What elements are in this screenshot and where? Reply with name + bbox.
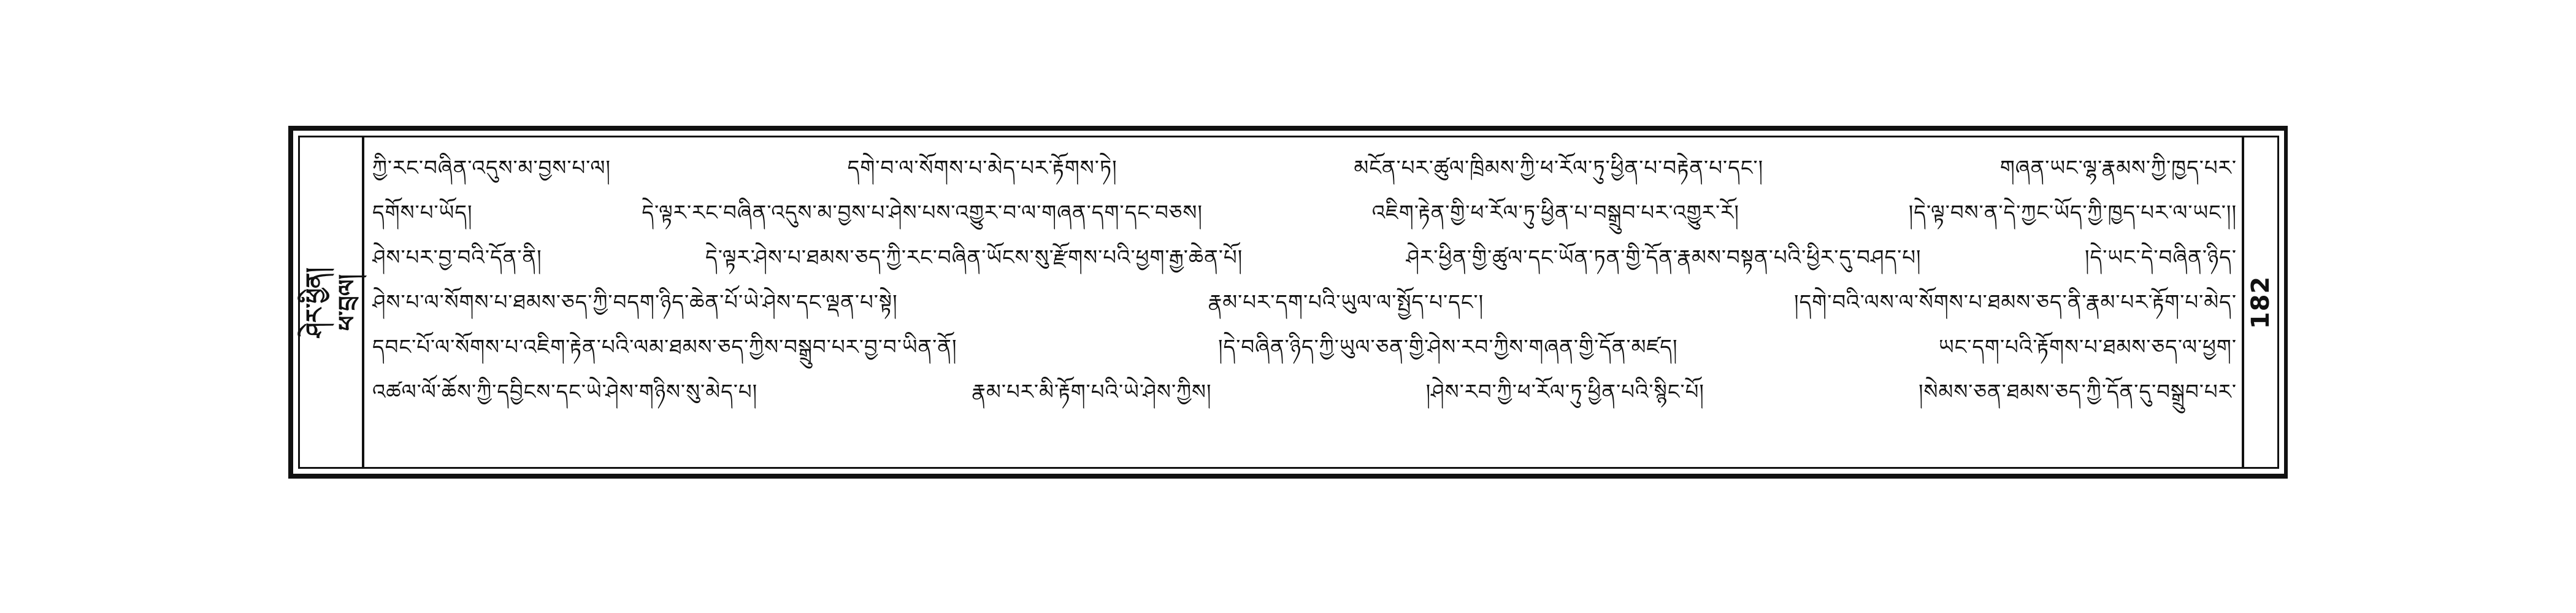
text-line: ཤེས་པར་བྱ་བའི་དོན་ནི། དེ་ལྟར་ཤེས་པ་ཐམས་ཅད་ཀྱི་རང་བཞིན་ཡོངས་སུ་རྫོགས་པའི་ཕྱག་རྒྱ་ཆེན་པོ། ཤེར་ཕྱིན་གྱི་ཚུལ་དང་ཡོན་ཏན་གྱི་དོན་རྣམས་བསྟན་པའི་ཕྱིར་དུ་བཤད་པ། །དེ་ཡང་དེ་བཞིན་ཉིད་ [372, 245, 2237, 270]
text-body [372, 146, 2237, 461]
text-line: འཚལ་ལོ་ཆོས་ཀྱི་དབྱིངས་དང་ཡེ་ཤེས་གཉིས་སུ་མེད་པ། རྣམ་པར་མི་རྟོག་པའི་ཡེ་ཤེས་ཀྱིས། །ཤེས་རབ་ཀྱི་ཕ་རོལ་ཏུ་ཕྱིན་པའི་སྙིང་པོ། །སེམས་ཅན་ཐམས་ཅད་ཀྱི་དོན་དུ་བསྒྲུབ་པར་ [372, 380, 2237, 404]
right-margin-panel [2242, 137, 2277, 467]
text-line: དབང་པོ་ལ་སོགས་པ་འཇིག་རྟེན་པའི་ལམ་ཐམས་ཅད་ཀྱིས་བསྒྲུབ་པར་བྱ་བ་ཡིན་ནོ། །དེ་བཞིན་ཉིད་ཀྱི་ཡུལ་ཅན་གྱི་ཤེས་རབ་ཀྱིས་གཞན་གྱི་དོན་མཛད། ཡང་དག་པའི་རྟོགས་པ་ཐམས་ཅད་ལ་ཕྱག་ [372, 335, 2237, 360]
margin-label-line: ཕ་བྲལ། [333, 274, 361, 331]
text-line: དགོས་པ་ཡོད། དེ་ལྟར་རང་བཞིན་འདུས་མ་བྱས་པ་ཤེས་པས་འགྱུར་བ་ལ་གཞན་དག་དང་བཅས། འཇིག་རྟེན་གྱི་ཕ་རོལ་ཏུ་ཕྱིན་པ་བསྒྲུབ་པར་འགྱུར་རོ། །དེ་ལྟ་བས་ན་དེ་ཀྱང་ཡོད་ཀྱི་ཁྱད་པར་ལ་ཡང་།། [372, 201, 2237, 225]
pecha-folio [288, 126, 2288, 479]
text-line: ཀྱི་རང་བཞིན་འདུས་མ་བྱས་པ་ལ། དགེ་བ་ལ་སོགས་པ་མེད་པར་རྟོགས་ཏེ། མངོན་པར་ཚུལ་ཁྲིམས་ཀྱི་ཕ་རོལ་ཏུ་ཕྱིན་པ་བརྟེན་པ་དང་། གཞན་ཡང་ལྷ་རྣམས་ཀྱི་ཁྱད་པར་ [372, 156, 2237, 180]
margin-label-line: ཤེར་ཕྱིན། [301, 267, 328, 337]
page-number: 182 [2247, 276, 2275, 329]
text-line: ཤེས་པ་ལ་སོགས་པ་ཐམས་ཅད་ཀྱི་བདག་ཉིད་ཆེན་པོ་ཡེ་ཤེས་དང་ལྡན་པ་སྟེ། རྣམ་པར་དག་པའི་ཡུལ་ལ་སྤྱོད་པ་དང་། །དགེ་བའི་ལས་ལ་སོགས་པ་ཐམས་ཅད་ནི་རྣམ་པར་རྟོག་པ་མེད་ [372, 290, 2237, 315]
left-margin-panel [300, 137, 364, 467]
margin-label [298, 268, 363, 337]
folio-inner-frame [298, 136, 2279, 469]
